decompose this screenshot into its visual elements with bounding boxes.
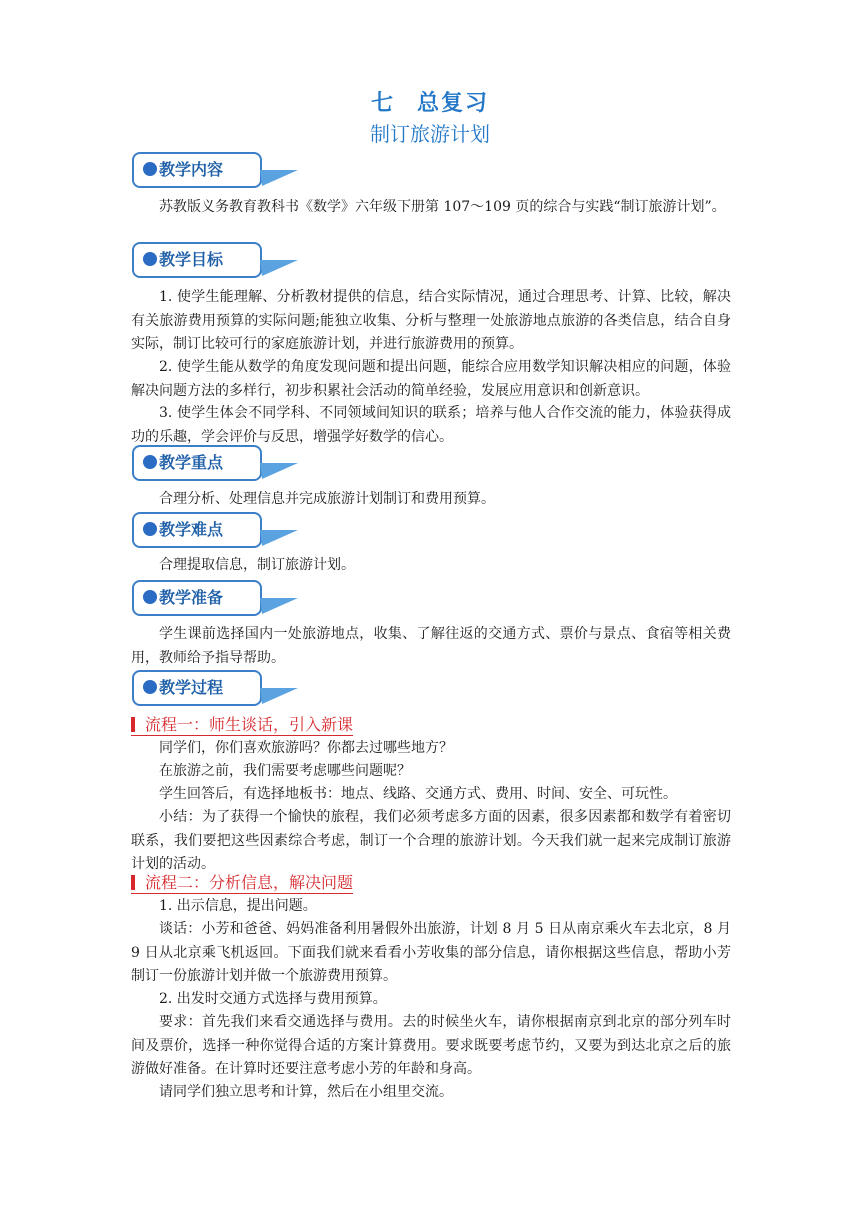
flow-1-para: 小结：为了获得一个愉快的旅程，我们必须考虑多方面的因素，很多因素都和数学有着密切联系，我们要把这些因素综合考虑，制订一个合理的旅游计划。今天我们就一起来完成制订旅游计划的活动。: [131, 809, 731, 872]
flow-1-para: 学生回答后，有选择地板书：地点、线路、交通方式、费用、时间、安全、可玩性。: [159, 786, 677, 802]
section-label: 教学内容: [159, 160, 224, 179]
lesson-title: 制订旅游计划: [370, 122, 490, 146]
flow-1-heading: 流程一：师生谈话，引入新课: [131, 715, 353, 736]
flow-2-para: 要求：首先我们来看交通选择与费用。去的时候坐火车，请你根据南京到北京的部分列车时间及票价，选择一种你觉得合适的方案计算费用。要求既要考虑节约，又要为到达北京之后的旅游做好准备。在计算时还要注意考虑小芳的年龄和身高。: [131, 1014, 731, 1077]
objective-3: 3. 使学生体会不同学科、不同领域间知识的联系；培养与他人合作交流的能力，体验获得成功的乐趣，学会评价与反思，增强学好数学的信心。: [131, 405, 731, 445]
chapter-number: 七: [370, 91, 395, 116]
bullet-icon: [143, 522, 157, 536]
section-header-objectives: [132, 242, 302, 282]
flow-2-heading: 流程二：分析信息，解决问题: [131, 873, 353, 894]
objective-2: 2. 使学生能从数学的角度发现问题和提出问题，能综合应用数学知识解决相应的问题，体验解决问题方法的多样行，初步积累社会活动的简单经验，发展应用意识和创新意识。: [131, 359, 731, 399]
section-label: 教学准备: [159, 588, 224, 607]
section-header-difficulties: [132, 512, 302, 552]
flow-1-para: 同学们，你们喜欢旅游吗？你都去过哪些地方？: [159, 740, 453, 756]
bullet-icon: [143, 252, 157, 266]
section-label: 教学重点: [159, 453, 224, 472]
content-text: 苏教版义务教育教科书《数学》六年级下册第 107～109 页的综合与实践“制订旅游计划”。: [159, 199, 726, 215]
key-points-text: 合理分析、处理信息并完成旅游计划制订和费用预算。: [159, 491, 495, 507]
tab-tail-icon: [260, 594, 300, 618]
chapter-title: [0, 86, 860, 117]
section-header-process: [132, 670, 302, 710]
flow-marker-icon: [131, 875, 135, 890]
tab-tail-icon: [260, 256, 300, 280]
section-header-preparation: [132, 580, 302, 620]
bullet-icon: [143, 590, 157, 604]
flow-2-para: 谈话：小芳和爸爸、妈妈准备利用暑假外出旅游，计划 8 月 5 日从南京乘火车去北京，8 月 9 日从北京乘飞机返回。下面我们就来看看小芳收集的部分信息，请你根据这些信息，帮助小芳制订一份旅游计划并做一个旅游费用预算。: [131, 921, 731, 984]
tab-tail-icon: [260, 166, 300, 190]
preparation-text: 学生课前选择国内一处旅游地点，收集、了解往返的交通方式、票价与景点、食宿等相关费用，教师给予指导帮助。: [131, 626, 731, 666]
flow-2-para: 2. 出发时交通方式选择与费用预算。: [159, 991, 387, 1007]
section-label: 教学目标: [159, 250, 224, 269]
bullet-icon: [143, 162, 157, 176]
tab-tail-icon: [260, 684, 300, 708]
flow-2-para: 请同学们独立思考和计算，然后在小组里交流。: [159, 1084, 453, 1100]
bullet-icon: [143, 680, 157, 694]
section-header-content: [132, 152, 302, 192]
section-label: 教学难点: [159, 520, 224, 539]
bullet-icon: [143, 455, 157, 469]
objective-1: 1. 使学生能理解、分析教材提供的信息，结合实际情况，通过合理思考、计算、比较，解决有关旅游费用预算的实际问题;能独立收集、分析与整理一处旅游地点旅游的各类信息，结合自身实际，制订比较可行的家庭旅游计划，并进行旅游费用的预算。: [131, 289, 731, 352]
section-header-key-points: [132, 445, 302, 485]
tab-tail-icon: [260, 526, 300, 550]
chapter-name: 总复习: [417, 91, 490, 116]
flow-2-para: 1. 出示信息，提出问题。: [159, 898, 317, 914]
flow-1-para: 在旅游之前，我们需要考虑哪些问题呢？: [159, 763, 411, 779]
tab-tail-icon: [260, 459, 300, 483]
section-label: 教学过程: [159, 678, 224, 697]
flow-marker-icon: [131, 717, 135, 732]
difficulties-text: 合理提取信息，制订旅游计划。: [159, 557, 355, 573]
